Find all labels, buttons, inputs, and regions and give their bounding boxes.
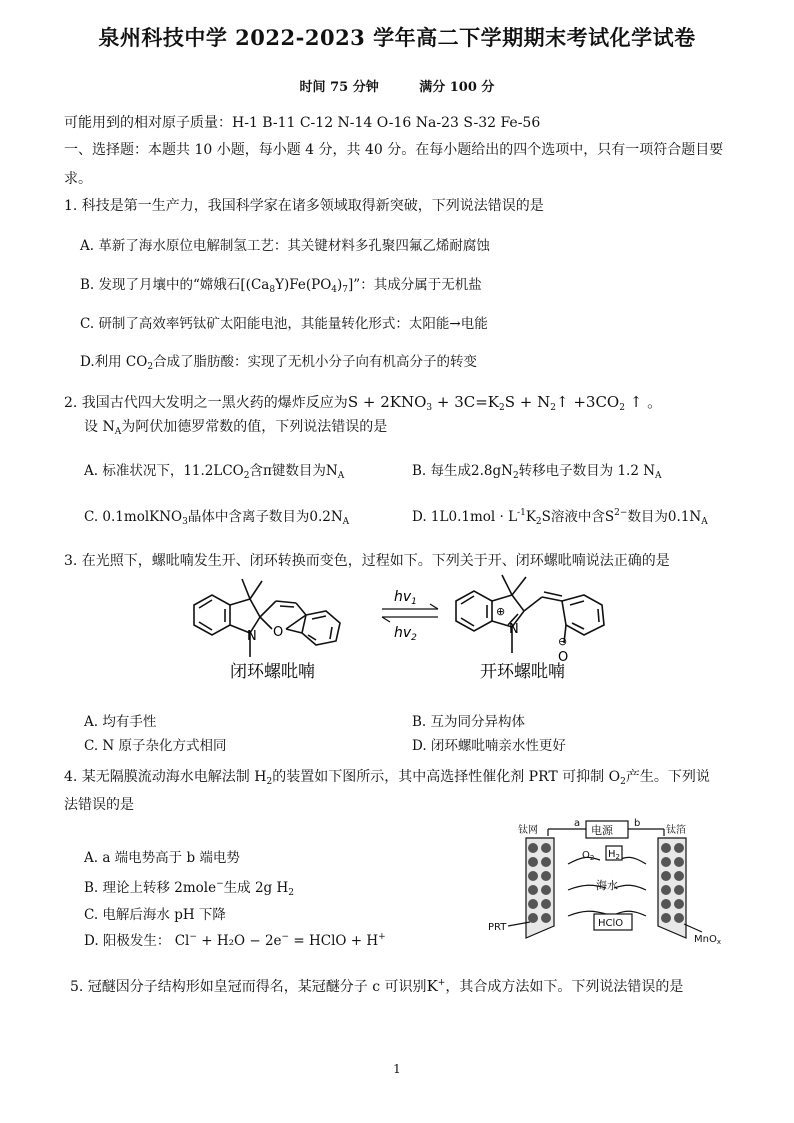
q2-option-c: C. 0.1molKNO$_3$晶体中含离子数目为$0.2N_A$ bbox=[84, 509, 350, 527]
spiropyran-figure bbox=[180, 565, 640, 685]
h2-label: $H_2$ bbox=[608, 849, 620, 861]
q4-option-a: A. a 端电势高于 b 端电势 bbox=[84, 850, 240, 866]
closed-o-atom: O bbox=[273, 625, 284, 640]
q1-option-a: A. 革新了海水原位电解制氢工艺：其关键材料多孔聚四氟乙烯耐腐蚀 bbox=[80, 238, 490, 254]
q4-stem: 4. 某无隔膜流动海水电解法制 $H_2$的装置如下图所示，其中高选择性催化剂 PRT 可抑制 $O_2$产生。下列说 bbox=[64, 769, 710, 787]
page-number: 1 bbox=[393, 1062, 401, 1076]
o2-label: $O_2$ bbox=[582, 850, 595, 862]
positive-charge: ⊕ bbox=[496, 605, 506, 618]
electrolysis-diagram bbox=[488, 814, 728, 948]
q4-option-c: C. 电解后海水 pH 下降 bbox=[84, 907, 226, 923]
electrolysis-figure bbox=[488, 814, 728, 948]
equilibrium-arrows bbox=[382, 604, 438, 622]
q3-stem: 3. 在光照下，螺吡喃发生开、闭环转换而变色，过程如下。下列关于开、闭环螺吡喃说法正确的是 bbox=[64, 553, 670, 569]
open-o-atom: O bbox=[558, 650, 569, 665]
q2-stem: 2. 我国古代四大发明之一黑火药的爆炸反应为$S + 2KNO_3 + 3C=K_2S$ + $N_2↑ +3CO_2$ ↑ 。 bbox=[64, 393, 663, 413]
q3-option-b: B. 互为同分异构体 bbox=[412, 714, 526, 730]
q2-option-b: B. 每生成$2.8gN_2$转移电子数目为 1.2 $N_A$ bbox=[412, 463, 662, 481]
open-spiropyran-structure bbox=[456, 575, 604, 653]
hv2-label: $hv_2$ bbox=[394, 625, 417, 643]
exam-score: 满分 100 分 bbox=[419, 80, 495, 95]
hclo-label: HClO bbox=[598, 918, 624, 929]
titanium-foil-label: 钛箔 bbox=[666, 825, 686, 836]
q1-stem: 1. 科技是第一生产力，我国科学家在诸多领域取得新突破，下列说法错误的是 bbox=[64, 198, 544, 214]
q5-stem: 5. 冠醚因分子结构形如皇冠而得名，某冠醚分子 c 可识别K+，其合成方法如下。下列说法错误的是 bbox=[70, 977, 684, 995]
spiropyran-scheme bbox=[180, 565, 640, 685]
q3-option-c: C. N 原子杂化方式相同 bbox=[84, 738, 227, 754]
open-n-atom: N bbox=[509, 622, 519, 637]
seawater-label: 海水 bbox=[596, 879, 618, 892]
section1-heading: 一、选择题：本题共 10 小题，每小题 4 分，共 40 分。在每小题给出的四个选项中，只有一项符合题目要 bbox=[64, 142, 724, 158]
q1-option-b: B. 发现了月壤中的“嫦娥石$[(Ca_8Y)Fe(PO_4)_7]$”：其成分属于无机盐 bbox=[80, 277, 482, 295]
q4-option-b: B. 理论上转移 2mole−生成 2g $H_2$ bbox=[84, 879, 294, 898]
exam-info bbox=[0, 76, 794, 95]
mno-pointer bbox=[684, 924, 702, 932]
atomic-masses: 可能用到的相对原子质量：H-1 B-11 C-12 N-14 O-16 Na-23 S-32 Fe-56 bbox=[64, 115, 541, 131]
closed-label: 闭环螺吡喃 bbox=[230, 662, 315, 682]
negative-charge: ⊖ bbox=[558, 635, 568, 648]
section1-heading-cont: 求。 bbox=[64, 171, 92, 187]
terminal-b: b bbox=[634, 818, 641, 829]
power-label: 电源 bbox=[591, 824, 613, 837]
q4-option-d: D. 阳极发生： Cl− + H₂O − 2e− = HClO + H+ bbox=[84, 932, 386, 949]
mno-label: MnO$_x$ bbox=[694, 934, 721, 946]
q3-option-a: A. 均有手性 bbox=[84, 714, 157, 730]
q2-equation: $S + 2KNO_3 + 3C=K_2S$ + $N_2↑ +3CO_2$ ↑ 。 bbox=[347, 393, 663, 413]
closed-n-atom: N bbox=[247, 629, 257, 644]
q3-option-d: D. 闭环螺吡喃亲水性更好 bbox=[412, 738, 566, 754]
q2-option-d: D. $1L0.1mol \cdot L^{-1}K_2S$溶液中含$S^{2-}$数目为$0.1N_A$ bbox=[412, 508, 708, 527]
page-title: 泉州科技中学 2022-2023 学年高二下学期期末考试化学试卷 bbox=[98, 25, 696, 50]
closed-spiropyran-structure bbox=[194, 579, 340, 657]
q1-option-c: C. 研制了高效率钙钛矿太阳能电池，其能量转化形式：太阳能→电能 bbox=[80, 316, 488, 332]
q1-option-d: D.利用 $CO_2$合成了脂肪酸：实现了无机小分子向有机高分子的转变 bbox=[80, 354, 478, 372]
q4-stem-line2: 法错误的是 bbox=[64, 797, 134, 813]
titanium-mesh-label: 钛网 bbox=[518, 825, 538, 836]
prt-label: PRT bbox=[488, 922, 507, 933]
hv1-label: $hv_1$ bbox=[394, 589, 417, 607]
q2-stem-line2: 设 $N_A$为阿伏加德罗常数的值，下列说法错误的是 bbox=[84, 419, 388, 437]
open-label: 开环螺吡喃 bbox=[480, 662, 565, 682]
terminal-a: a bbox=[574, 818, 581, 829]
q2-option-a: A. 标准状况下，$11.2LCO_2$含π键数目为$N_A$ bbox=[84, 463, 345, 481]
exam-time: 时间 75 分钟 bbox=[299, 80, 379, 95]
